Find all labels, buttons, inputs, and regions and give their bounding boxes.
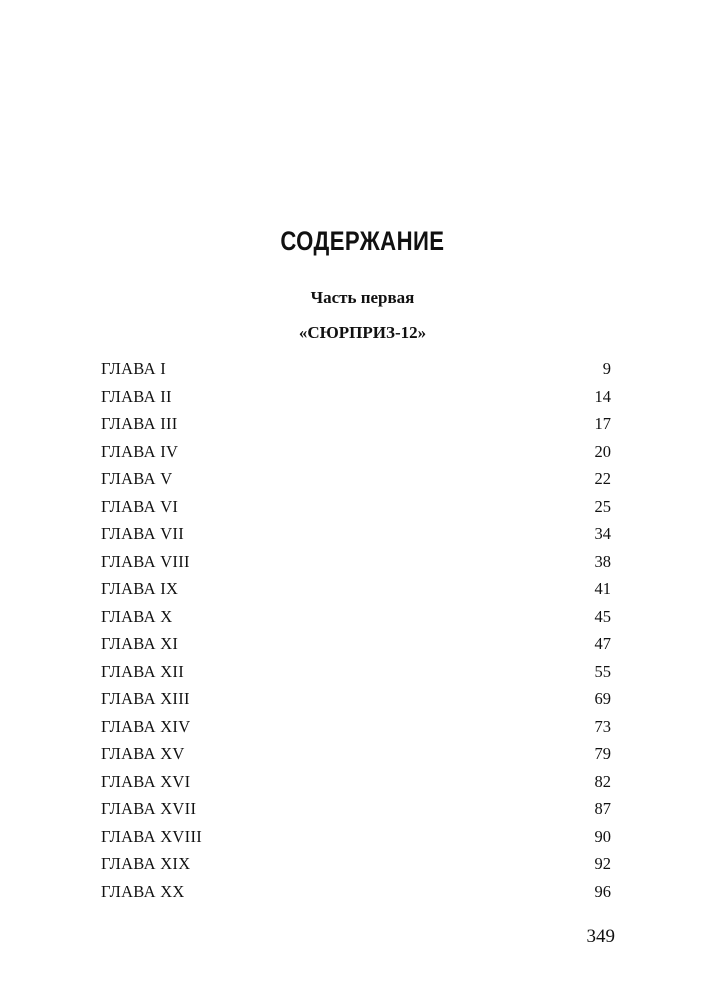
chapter-page-number: 87 bbox=[594, 799, 611, 818]
chapter-page-number: 55 bbox=[594, 661, 611, 681]
toc-entry[interactable] bbox=[101, 850, 611, 878]
dot-leader bbox=[173, 401, 594, 402]
chapter-label: ГЛАВА XIII bbox=[101, 689, 190, 708]
chapter-page-number: 96 bbox=[594, 881, 611, 901]
chapter-page-number: 17 bbox=[594, 414, 611, 433]
chapter-page-number: 9 bbox=[602, 359, 611, 378]
dot-leader bbox=[179, 648, 593, 649]
chapter-label: ГЛАВА VII bbox=[101, 524, 185, 543]
page-number: 349 bbox=[586, 926, 615, 947]
chapter-page-number: 25 bbox=[594, 496, 611, 516]
toc-entry[interactable] bbox=[101, 548, 611, 576]
chapter-label: ГЛАВА VIII bbox=[101, 551, 190, 571]
toc-entry[interactable] bbox=[101, 465, 611, 493]
toc-entry[interactable] bbox=[101, 520, 611, 548]
toc-entry[interactable] bbox=[101, 713, 611, 741]
chapter-page-number: 69 bbox=[594, 689, 611, 708]
toc-entry[interactable] bbox=[101, 383, 611, 411]
toc-entry[interactable] bbox=[101, 410, 611, 438]
dot-leader bbox=[167, 373, 602, 374]
toc-entry[interactable] bbox=[101, 768, 611, 796]
chapter-label: ГЛАВА VI bbox=[101, 496, 179, 516]
dot-leader bbox=[191, 566, 594, 567]
toc-entry[interactable] bbox=[101, 823, 611, 851]
chapter-page-number: 14 bbox=[594, 386, 611, 406]
chapter-page-number: 45 bbox=[594, 606, 611, 626]
chapter-label: ГЛАВА IV bbox=[101, 441, 179, 461]
chapter-label: ГЛАВА IX bbox=[101, 579, 179, 598]
chapter-page-number: 90 bbox=[594, 826, 611, 846]
dot-leader bbox=[191, 868, 593, 869]
dot-leader bbox=[191, 786, 593, 787]
toc-entry[interactable] bbox=[101, 795, 611, 823]
dot-leader bbox=[173, 483, 593, 484]
chapter-label: ГЛАВА XVI bbox=[101, 771, 191, 791]
toc-entry[interactable] bbox=[101, 685, 611, 713]
chapter-label: ГЛАВА XV bbox=[101, 744, 185, 763]
dot-leader bbox=[185, 538, 593, 539]
chapter-label: ГЛАВА XVII bbox=[101, 799, 197, 818]
toc-entry[interactable] bbox=[101, 575, 611, 603]
chapter-label: ГЛАВА XVIII bbox=[101, 826, 203, 846]
chapter-label: ГЛАВА I bbox=[101, 359, 167, 378]
chapter-page-number: 38 bbox=[594, 551, 611, 571]
toc-entry[interactable] bbox=[101, 740, 611, 768]
chapter-label: ГЛАВА XII bbox=[101, 661, 185, 681]
dot-leader bbox=[179, 428, 594, 429]
dot-leader bbox=[186, 896, 594, 897]
dot-leader bbox=[197, 813, 593, 814]
toc-entry[interactable] bbox=[101, 438, 611, 466]
toc-entry[interactable] bbox=[101, 658, 611, 686]
chapter-page-number: 41 bbox=[594, 579, 611, 598]
dot-leader bbox=[191, 703, 594, 704]
chapter-page-number: 20 bbox=[594, 441, 611, 461]
dot-leader bbox=[179, 511, 593, 512]
dot-leader bbox=[186, 758, 594, 759]
dot-leader bbox=[203, 841, 593, 842]
chapter-label: ГЛАВА II bbox=[101, 386, 172, 406]
toc-entry[interactable] bbox=[101, 603, 611, 631]
chapter-page-number: 73 bbox=[594, 716, 611, 736]
chapter-page-number: 82 bbox=[594, 771, 611, 791]
dot-leader bbox=[185, 676, 593, 677]
chapter-page-number: 22 bbox=[594, 469, 611, 488]
toc-list bbox=[101, 355, 611, 905]
chapter-label: ГЛАВА V bbox=[101, 469, 173, 488]
part-title: «СЮРПРИЗ-12» bbox=[298, 323, 427, 342]
toc-entry[interactable] bbox=[101, 878, 611, 906]
chapter-page-number: 92 bbox=[594, 854, 611, 873]
chapter-label: ГЛАВА XIV bbox=[101, 716, 191, 736]
chapter-label: ГЛАВА XIX bbox=[101, 854, 191, 873]
toc-entry[interactable] bbox=[101, 630, 611, 658]
chapter-page-number: 47 bbox=[594, 634, 611, 653]
toc-entry[interactable] bbox=[101, 493, 611, 521]
dot-leader bbox=[191, 731, 593, 732]
chapter-label: ГЛАВА XX bbox=[101, 881, 185, 901]
chapter-label: ГЛАВА X bbox=[101, 606, 173, 626]
dot-leader bbox=[179, 456, 593, 457]
chapter-page-number: 79 bbox=[594, 744, 611, 763]
dot-leader bbox=[179, 593, 593, 594]
chapter-label: ГЛАВА III bbox=[101, 414, 178, 433]
chapter-page-number: 34 bbox=[594, 524, 611, 543]
toc-heading: СОДЕРЖАНИЕ bbox=[280, 226, 445, 256]
part-label: Часть первая bbox=[310, 288, 415, 307]
toc-entry[interactable] bbox=[101, 355, 611, 383]
dot-leader bbox=[173, 621, 593, 622]
chapter-label: ГЛАВА XI bbox=[101, 634, 179, 653]
